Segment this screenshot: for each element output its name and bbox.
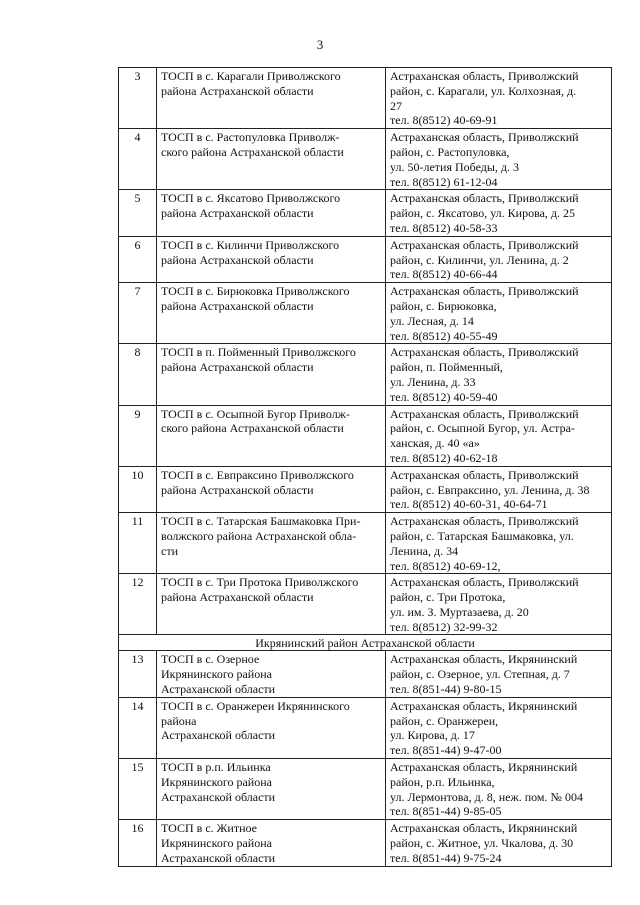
table-row [119, 405, 612, 466]
table-row [119, 190, 612, 236]
office-address: Астраханская область, Приволжский район, с. Яксатово, ул. Кирова, д. 25 тел. 8(8512) 40-58-33 [386, 190, 612, 236]
table-row [119, 697, 612, 758]
offices-table [118, 67, 612, 867]
office-name: ТОСП в с. Евпраксино Приволжского района Астраханской области [157, 466, 386, 512]
table-row [119, 466, 612, 512]
table-row [119, 820, 612, 866]
office-name: ТОСП в с. Татарская Башмаковка При- волжского района Астраханской обла- сти [157, 513, 386, 574]
row-number: 6 [119, 236, 157, 282]
office-name: ТОСП в с. Осыпной Бугор Приволж- ского района Астраханской области [157, 405, 386, 466]
office-name: ТОСП в с. Килинчи Приволжского района Астраханской области [157, 236, 386, 282]
office-address: Астраханская область, Икрянинский район, с. Житное, ул. Чкалова, д. 30 тел. 8(851-44) 9-75-24 [386, 820, 612, 866]
row-number: 14 [119, 697, 157, 758]
office-address: Астраханская область, Икрянинский район, с. Озерное, ул. Степная, д. 7 тел. 8(851-44) 9-80-15 [386, 651, 612, 697]
office-name: ТОСП в с. Озерное Икрянинского района Астраханской области [157, 651, 386, 697]
table-row [119, 513, 612, 574]
office-address: Астраханская область, Икрянинский район, с. Оранжереи, ул. Кирова, д. 17 тел. 8(851-44) 9-47-00 [386, 697, 612, 758]
row-number: 12 [119, 574, 157, 635]
table-row [119, 236, 612, 282]
district-header-row [119, 635, 612, 651]
row-number: 3 [119, 68, 157, 129]
table-row [119, 574, 612, 635]
row-number: 13 [119, 651, 157, 697]
office-address: Астраханская область, Приволжский район, с. Растопуловка, ул. 50-летия Победы, д. 3 тел. 8(8512) 61-12-04 [386, 129, 612, 190]
row-number: 4 [119, 129, 157, 190]
office-address: Астраханская область, Приволжский район, с. Евпраксино, ул. Ленина, д. 38 тел. 8(8512) 40-60-31, 40-64-71 [386, 466, 612, 512]
table-row [119, 68, 612, 129]
office-name: ТОСП в с. Оранжереи Икрянинского района Астраханской области [157, 697, 386, 758]
office-name: ТОСП в с. Карагали Приволжского района Астраханской области [157, 68, 386, 129]
office-address: Астраханская область, Приволжский район, с. Бирюковка, ул. Лесная, д. 14 тел. 8(8512) 40-55-49 [386, 283, 612, 344]
row-number: 8 [119, 344, 157, 405]
table-row [119, 651, 612, 697]
office-name: ТОСП в с. Три Протока Приволжского района Астраханской области [157, 574, 386, 635]
office-name: ТОСП в с. Яксатово Приволжского района Астраханской области [157, 190, 386, 236]
page-number: 3 [316, 37, 324, 52]
table-row [119, 283, 612, 344]
row-number: 7 [119, 283, 157, 344]
row-number: 15 [119, 759, 157, 820]
office-name: ТОСП в с. Бирюковка Приволжского района Астраханской области [157, 283, 386, 344]
office-address: Астраханская область, Приволжский район, с. Татарская Башмаковка, ул. Ленина, д. 34 тел. 8(8512) 40-69-12, [386, 513, 612, 574]
row-number: 5 [119, 190, 157, 236]
district-title: Икрянинский район Астраханской области [119, 635, 612, 651]
office-address: Астраханская область, Приволжский район, с. Осыпной Бугор, ул. Астра- ханская, д. 40 «а» тел. 8(8512) 40-62-18 [386, 405, 612, 466]
table-body [119, 68, 612, 867]
office-address: Астраханская область, Приволжский район, с. Три Протока, ул. им. З. Муртазаева, д. 20 тел. 8(8512) 32-99-32 [386, 574, 612, 635]
office-address: Астраханская область, Приволжский район, п. Пойменный, ул. Ленина, д. 33 тел. 8(8512) 40-59-40 [386, 344, 612, 405]
office-address: Астраханская область, Приволжский район, с. Килинчи, ул. Ленина, д. 2 тел. 8(8512) 40-66-44 [386, 236, 612, 282]
office-name: ТОСП в с. Житное Икрянинского района Астраханской области [157, 820, 386, 866]
row-number: 11 [119, 513, 157, 574]
table-row [119, 759, 612, 820]
row-number: 9 [119, 405, 157, 466]
office-name: ТОСП в с. Растопуловка Приволж- ского района Астраханской области [157, 129, 386, 190]
row-number: 10 [119, 466, 157, 512]
row-number: 16 [119, 820, 157, 866]
table-row [119, 344, 612, 405]
office-address: Астраханская область, Приволжский район, с. Карагали, ул. Колхозная, д. 27 тел. 8(8512) 40-69-91 [386, 68, 612, 129]
table-row [119, 129, 612, 190]
office-name: ТОСП в п. Пойменный Приволжского района Астраханской области [157, 344, 386, 405]
office-name: ТОСП в р.п. Ильинка Икрянинского района Астраханской области [157, 759, 386, 820]
office-address: Астраханская область, Икрянинский район, р.п. Ильинка, ул. Лермонтова, д. 8, неж. пом. № 004 тел. 8(851-44) 9-85-05 [386, 759, 612, 820]
